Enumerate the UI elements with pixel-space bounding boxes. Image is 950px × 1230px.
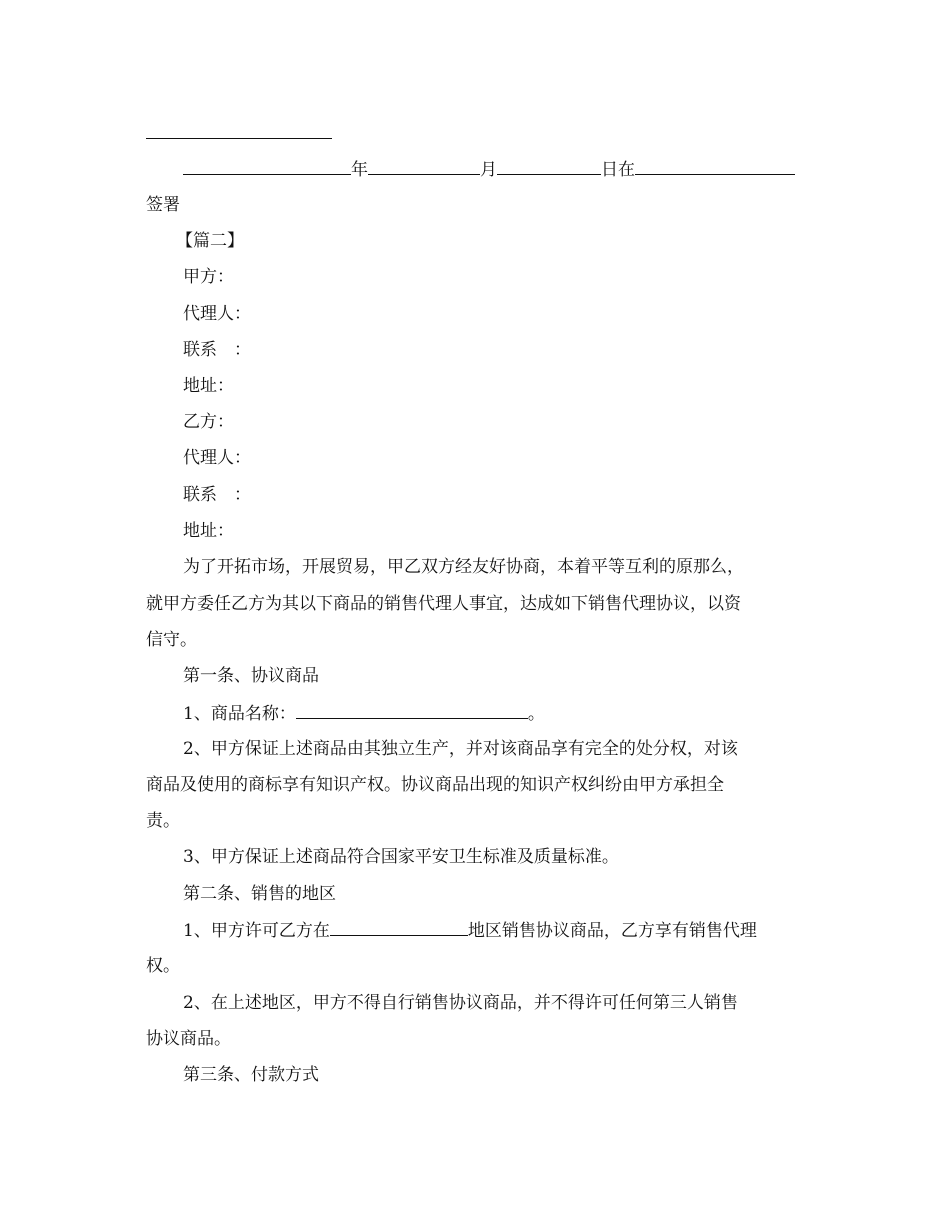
underline-blank bbox=[368, 158, 480, 175]
preamble-line-1: 为了开拓市场，开展贸易，甲乙双方经友好协商，本着平等互利的原那么， bbox=[183, 557, 744, 577]
article-1-item-2-line-1: 2、甲方保证上述商品由其独立生产，并对该商品享有完全的处分权，对该 bbox=[183, 739, 738, 759]
item-text: 1、商品名称： bbox=[183, 704, 296, 724]
article-2-item-2-line-2: 协议商品。 bbox=[146, 1029, 231, 1049]
article-2-item-2-line-1: 2、在上述地区，甲方不得自行销售协议商品，并不得许可任何第三人销售 bbox=[183, 993, 738, 1013]
party-b-agent: 代理人： bbox=[183, 448, 251, 468]
underline-blank bbox=[497, 158, 601, 175]
article-1-item-3: 3、甲方保证上述商品符合国家平安卫生标准及质量标准。 bbox=[183, 847, 619, 867]
section-title: 【篇二】 bbox=[176, 231, 244, 251]
party-a-agent: 代理人： bbox=[183, 304, 251, 324]
article-1-title: 第一条、协议商品 bbox=[183, 666, 319, 686]
underline-blank bbox=[183, 158, 351, 175]
party-b-contact: 联系 ： bbox=[183, 485, 251, 505]
preamble-line-3: 信守。 bbox=[146, 630, 197, 650]
signed-text: 签署 bbox=[146, 195, 180, 215]
item-text: 1、甲方许可乙方在 bbox=[183, 921, 330, 941]
article-1-item-2-line-3: 责。 bbox=[146, 811, 180, 831]
underline-blank bbox=[296, 702, 528, 719]
article-2-item-1 bbox=[183, 919, 843, 942]
article-1-item-1 bbox=[183, 702, 843, 725]
article-2-item-1-line-2: 权。 bbox=[146, 956, 180, 976]
item-text: 地区销售协议商品，乙方享有销售代理 bbox=[467, 921, 757, 941]
article-1-item-2-line-2: 商品及使用的商标享有知识产权。协议商品出现的知识产权纠纷由甲方承担全 bbox=[146, 775, 724, 795]
preamble-line-2: 就甲方委任乙方为其以下商品的销售代理人事宜，达成如下销售代理协议，以资 bbox=[146, 594, 741, 614]
underline-blank bbox=[635, 158, 795, 175]
underline-blank bbox=[146, 122, 332, 139]
article-3-title: 第三条、付款方式 bbox=[183, 1065, 319, 1085]
article-2-title: 第二条、销售的地区 bbox=[183, 884, 336, 904]
signing-date-line bbox=[183, 158, 843, 181]
party-b-address: 地址： bbox=[183, 521, 234, 541]
party-a-address: 地址： bbox=[183, 376, 234, 396]
underline-blank bbox=[330, 919, 468, 936]
party-a-label: 甲方： bbox=[183, 267, 234, 287]
item-text: 。 bbox=[527, 704, 545, 724]
month-label: 月 bbox=[480, 160, 497, 180]
day-at-label: 日在 bbox=[601, 160, 635, 180]
blank-line bbox=[146, 122, 806, 145]
year-label: 年 bbox=[351, 160, 368, 180]
party-b-label: 乙方： bbox=[183, 412, 234, 432]
party-a-contact: 联系 ： bbox=[183, 340, 251, 360]
